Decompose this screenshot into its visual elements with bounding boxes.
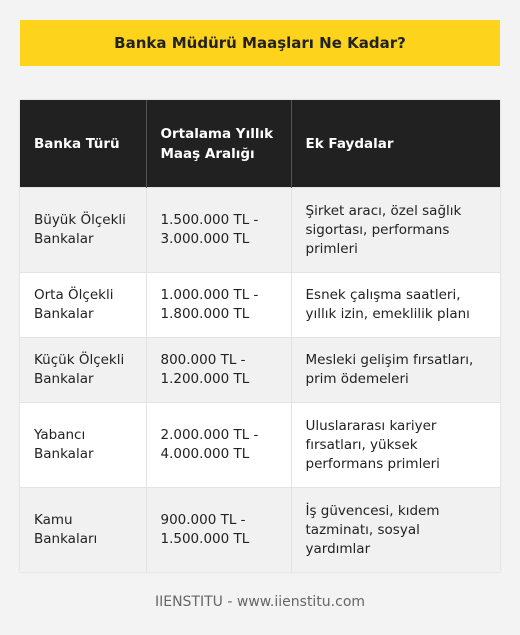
- cell-salary-range: 1.000.000 TL - 1.800.000 TL: [146, 273, 291, 338]
- cell-salary-range: 900.000 TL - 1.500.000 TL: [146, 488, 291, 573]
- table-row: [20, 273, 500, 338]
- table-row: [20, 338, 500, 403]
- table-row: [20, 188, 500, 273]
- cell-bank-type: Küçük Ölçekli Bankalar: [20, 338, 146, 403]
- salary-table: [20, 100, 500, 572]
- page-title: Banka Müdürü Maaşları Ne Kadar?: [114, 34, 406, 52]
- header-benefits: Ek Faydalar: [291, 100, 500, 188]
- table-header-row: [20, 100, 500, 188]
- cell-benefits: Mesleki gelişim fırsatları, prim ödemeleri: [291, 338, 500, 403]
- cell-bank-type: Kamu Bankaları: [20, 488, 146, 573]
- cell-salary-range: 1.500.000 TL - 3.000.000 TL: [146, 188, 291, 273]
- cell-bank-type: Büyük Ölçekli Bankalar: [20, 188, 146, 273]
- cell-benefits: Esnek çalışma saatleri, yıllık izin, emeklilik planı: [291, 273, 500, 338]
- header-bank-type: Banka Türü: [20, 100, 146, 188]
- salary-table-container: [20, 100, 500, 572]
- table-row: [20, 403, 500, 488]
- cell-salary-range: 2.000.000 TL - 4.000.000 TL: [146, 403, 291, 488]
- cell-bank-type: Orta Ölçekli Bankalar: [20, 273, 146, 338]
- page-title-banner: [20, 20, 500, 66]
- footer-credit: IIENSTITU - www.iienstitu.com: [154, 594, 366, 610]
- cell-benefits: Uluslararası kariyer fırsatları, yüksek performans primleri: [291, 403, 500, 488]
- cell-salary-range: 800.000 TL - 1.200.000 TL: [146, 338, 291, 403]
- cell-benefits: Şirket aracı, özel sağlık sigortası, performans primleri: [291, 188, 500, 273]
- cell-benefits: İş güvencesi, kıdem tazminatı, sosyal yardımlar: [291, 488, 500, 573]
- cell-bank-type: Yabancı Bankalar: [20, 403, 146, 488]
- table-row: [20, 488, 500, 573]
- header-salary-range: Ortalama Yıllık Maaş Aralığı: [146, 100, 291, 188]
